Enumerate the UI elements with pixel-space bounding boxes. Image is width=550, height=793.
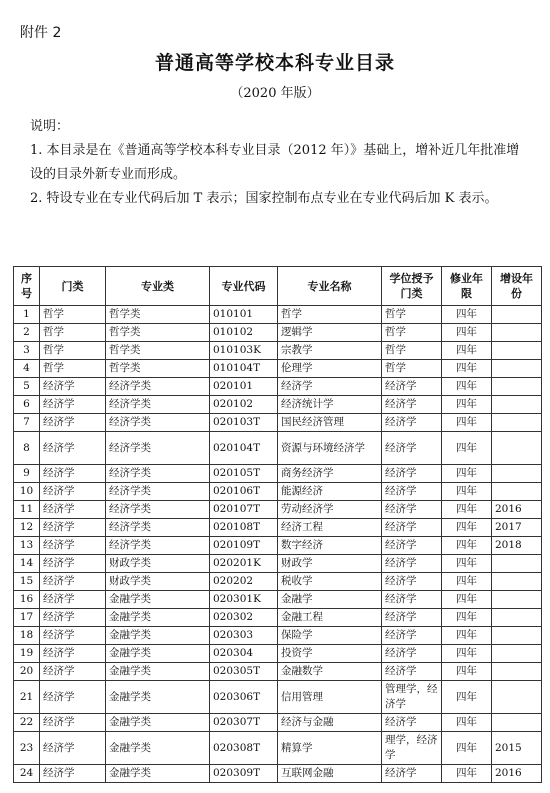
table-row	[14, 714, 542, 732]
cell-degree: 经济学	[382, 483, 442, 501]
cell-duration: 四年	[442, 555, 492, 573]
cell-year-added	[492, 573, 542, 591]
cell-subject-class: 哲学类	[106, 360, 210, 378]
table-row	[14, 519, 542, 537]
cell-category: 哲学	[40, 306, 106, 324]
cell-degree: 经济学	[382, 414, 442, 432]
cell-degree: 哲学	[382, 360, 442, 378]
cell-code: 020103T	[210, 414, 278, 432]
table-row	[14, 306, 542, 324]
cell-major-name: 宗教学	[278, 342, 382, 360]
cell-major-name: 保险学	[278, 627, 382, 645]
table-header-row	[14, 267, 542, 306]
table-row	[14, 681, 542, 714]
cell-code: 020302	[210, 609, 278, 627]
cell-year-added	[492, 360, 542, 378]
cell-index: 7	[14, 414, 40, 432]
cell-index: 17	[14, 609, 40, 627]
cell-subject-class: 哲学类	[106, 342, 210, 360]
cell-subject-class: 哲学类	[106, 306, 210, 324]
cell-code: 020104T	[210, 432, 278, 465]
cell-duration: 四年	[442, 342, 492, 360]
cell-subject-class: 经济学类	[106, 519, 210, 537]
cell-code: 010104T	[210, 360, 278, 378]
cell-year-added	[492, 324, 542, 342]
cell-category: 经济学	[40, 627, 106, 645]
cell-major-name: 金融数学	[278, 663, 382, 681]
notes-heading: 说明：	[30, 119, 70, 134]
cell-year-added: 2018	[492, 537, 542, 555]
col-header-index: 序号	[14, 267, 40, 306]
cell-major-name: 税收学	[278, 573, 382, 591]
cell-category: 经济学	[40, 378, 106, 396]
cell-category: 经济学	[40, 714, 106, 732]
cell-duration: 四年	[442, 378, 492, 396]
cell-year-added	[492, 378, 542, 396]
cell-degree: 经济学	[382, 432, 442, 465]
cell-index: 14	[14, 555, 40, 573]
cell-major-name: 数字经济	[278, 537, 382, 555]
cell-duration: 四年	[442, 714, 492, 732]
table-row	[14, 765, 542, 783]
cell-degree: 哲学	[382, 324, 442, 342]
cell-year-added	[492, 342, 542, 360]
cell-major-name: 经济学	[278, 378, 382, 396]
table-row	[14, 645, 542, 663]
cell-subject-class: 金融学类	[106, 663, 210, 681]
cell-degree: 经济学	[382, 501, 442, 519]
cell-degree: 经济学	[382, 537, 442, 555]
cell-code: 020307T	[210, 714, 278, 732]
cell-index: 2	[14, 324, 40, 342]
cell-subject-class: 金融学类	[106, 645, 210, 663]
table-row	[14, 396, 542, 414]
cell-year-added	[492, 591, 542, 609]
cell-category: 经济学	[40, 537, 106, 555]
col-header-degree: 学位授予门类	[382, 267, 442, 306]
table-row	[14, 627, 542, 645]
cell-category: 经济学	[40, 396, 106, 414]
table-row	[14, 591, 542, 609]
cell-code: 020201K	[210, 555, 278, 573]
cell-code: 020102	[210, 396, 278, 414]
cell-index: 23	[14, 732, 40, 765]
cell-degree: 哲学	[382, 342, 442, 360]
cell-category: 经济学	[40, 609, 106, 627]
cell-degree: 经济学	[382, 663, 442, 681]
cell-degree: 经济学	[382, 714, 442, 732]
table-row	[14, 555, 542, 573]
cell-degree: 经济学	[382, 609, 442, 627]
cell-degree: 哲学	[382, 306, 442, 324]
table-row	[14, 432, 542, 465]
cell-code: 020303	[210, 627, 278, 645]
table-row	[14, 663, 542, 681]
cell-duration: 四年	[442, 645, 492, 663]
cell-major-name: 经济统计学	[278, 396, 382, 414]
cell-duration: 四年	[442, 306, 492, 324]
table-row	[14, 342, 542, 360]
cell-code: 010103K	[210, 342, 278, 360]
cell-index: 12	[14, 519, 40, 537]
cell-major-name: 金融工程	[278, 609, 382, 627]
cell-duration: 四年	[442, 663, 492, 681]
cell-year-added	[492, 609, 542, 627]
cell-index: 18	[14, 627, 40, 645]
cell-duration: 四年	[442, 765, 492, 783]
cell-degree: 经济学	[382, 378, 442, 396]
cell-category: 经济学	[40, 465, 106, 483]
cell-category: 经济学	[40, 645, 106, 663]
cell-subject-class: 金融学类	[106, 591, 210, 609]
col-header-code: 专业代码	[210, 267, 278, 306]
page-title: 普通高等学校本科专业目录	[154, 52, 395, 74]
cell-subject-class: 金融学类	[106, 627, 210, 645]
cell-duration: 四年	[442, 519, 492, 537]
cell-year-added	[492, 414, 542, 432]
cell-code: 020308T	[210, 732, 278, 765]
cell-code: 010101	[210, 306, 278, 324]
cell-major-name: 逻辑学	[278, 324, 382, 342]
cell-subject-class: 经济学类	[106, 432, 210, 465]
cell-subject-class: 经济学类	[106, 537, 210, 555]
cell-subject-class: 金融学类	[106, 765, 210, 783]
cell-index: 3	[14, 342, 40, 360]
table-row	[14, 483, 542, 501]
cell-major-name: 财政学	[278, 555, 382, 573]
cell-category: 经济学	[40, 501, 106, 519]
cell-duration: 四年	[442, 360, 492, 378]
cell-duration: 四年	[442, 432, 492, 465]
cell-category: 经济学	[40, 432, 106, 465]
cell-degree: 经济学	[382, 465, 442, 483]
cell-index: 13	[14, 537, 40, 555]
cell-subject-class: 金融学类	[106, 714, 210, 732]
cell-category: 经济学	[40, 591, 106, 609]
cell-major-name: 金融学	[278, 591, 382, 609]
cell-degree: 经济学	[382, 555, 442, 573]
cell-code: 020309T	[210, 765, 278, 783]
cell-subject-class: 金融学类	[106, 681, 210, 714]
cell-subject-class: 经济学类	[106, 501, 210, 519]
cell-year-added	[492, 627, 542, 645]
table-row	[14, 360, 542, 378]
cell-index: 5	[14, 378, 40, 396]
cell-index: 1	[14, 306, 40, 324]
cell-category: 哲学	[40, 342, 106, 360]
cell-category: 经济学	[40, 663, 106, 681]
cell-index: 22	[14, 714, 40, 732]
table-row	[14, 501, 542, 519]
cell-index: 15	[14, 573, 40, 591]
cell-category: 哲学	[40, 360, 106, 378]
cell-index: 6	[14, 396, 40, 414]
cell-subject-class: 经济学类	[106, 378, 210, 396]
edition-label: （2020 年版）	[230, 86, 320, 101]
cell-category: 经济学	[40, 555, 106, 573]
cell-major-name: 能源经济	[278, 483, 382, 501]
cell-degree: 经济学	[382, 591, 442, 609]
cell-major-name: 劳动经济学	[278, 501, 382, 519]
cell-subject-class: 财政学类	[106, 573, 210, 591]
cell-index: 19	[14, 645, 40, 663]
cell-code: 020101	[210, 378, 278, 396]
cell-subject-class: 哲学类	[106, 324, 210, 342]
cell-subject-class: 经济学类	[106, 414, 210, 432]
table-row	[14, 573, 542, 591]
col-header-duration: 修业年限	[442, 267, 492, 306]
cell-degree: 经济学	[382, 645, 442, 663]
cell-code: 020108T	[210, 519, 278, 537]
cell-year-added	[492, 714, 542, 732]
cell-subject-class: 经济学类	[106, 483, 210, 501]
cell-code: 020306T	[210, 681, 278, 714]
attachment-label: 附件 2	[20, 25, 62, 41]
cell-index: 20	[14, 663, 40, 681]
cell-subject-class: 经济学类	[106, 396, 210, 414]
col-header-category: 门类	[40, 267, 106, 306]
cell-year-added	[492, 681, 542, 714]
cell-category: 经济学	[40, 573, 106, 591]
table-row	[14, 732, 542, 765]
cell-degree: 理学，经济学	[382, 732, 442, 765]
cell-major-name: 国民经济管理	[278, 414, 382, 432]
cell-major-name: 投资学	[278, 645, 382, 663]
cell-year-added: 2015	[492, 732, 542, 765]
cell-major-name: 商务经济学	[278, 465, 382, 483]
cell-subject-class: 经济学类	[106, 465, 210, 483]
cell-duration: 四年	[442, 501, 492, 519]
cell-degree: 经济学	[382, 396, 442, 414]
cell-duration: 四年	[442, 465, 492, 483]
cell-code: 020304	[210, 645, 278, 663]
cell-code: 020107T	[210, 501, 278, 519]
cell-category: 经济学	[40, 483, 106, 501]
cell-year-added: 2017	[492, 519, 542, 537]
cell-duration: 四年	[442, 591, 492, 609]
cell-major-name: 互联网金融	[278, 765, 382, 783]
cell-year-added	[492, 663, 542, 681]
cell-degree: 经济学	[382, 627, 442, 645]
cell-major-name: 哲学	[278, 306, 382, 324]
cell-subject-class: 财政学类	[106, 555, 210, 573]
major-catalog-table	[13, 266, 542, 783]
cell-code: 020106T	[210, 483, 278, 501]
cell-index: 11	[14, 501, 40, 519]
cell-major-name: 伦理学	[278, 360, 382, 378]
cell-code: 020109T	[210, 537, 278, 555]
cell-major-name: 经济与金融	[278, 714, 382, 732]
cell-duration: 四年	[442, 324, 492, 342]
cell-subject-class: 金融学类	[106, 732, 210, 765]
cell-year-added: 2016	[492, 501, 542, 519]
cell-year-added	[492, 396, 542, 414]
table-row	[14, 609, 542, 627]
cell-duration: 四年	[442, 573, 492, 591]
cell-year-added	[492, 483, 542, 501]
cell-major-name: 经济工程	[278, 519, 382, 537]
cell-major-name: 资源与环境经济学	[278, 432, 382, 465]
cell-category: 哲学	[40, 324, 106, 342]
cell-duration: 四年	[442, 681, 492, 714]
cell-index: 24	[14, 765, 40, 783]
cell-category: 经济学	[40, 681, 106, 714]
cell-category: 经济学	[40, 519, 106, 537]
note-item-1: 1. 本目录是在《普通高等学校本科专业目录（2012 年）》基础上，增补近几年批准增设的目录外新专业而形成。	[30, 143, 520, 182]
cell-degree: 经济学	[382, 573, 442, 591]
cell-index: 4	[14, 360, 40, 378]
col-header-subject-class: 专业类	[106, 267, 210, 306]
cell-code: 020301K	[210, 591, 278, 609]
cell-year-added	[492, 555, 542, 573]
cell-duration: 四年	[442, 609, 492, 627]
cell-degree: 管理学，经济学	[382, 681, 442, 714]
cell-duration: 四年	[442, 732, 492, 765]
cell-category: 经济学	[40, 732, 106, 765]
notes-section	[30, 115, 530, 211]
cell-duration: 四年	[442, 396, 492, 414]
cell-index: 8	[14, 432, 40, 465]
cell-code: 020305T	[210, 663, 278, 681]
table-row	[14, 324, 542, 342]
col-header-year-added: 增设年份	[492, 267, 542, 306]
table-body	[14, 306, 542, 783]
cell-category: 经济学	[40, 765, 106, 783]
cell-duration: 四年	[442, 537, 492, 555]
cell-duration: 四年	[442, 414, 492, 432]
col-header-major-name: 专业名称	[278, 267, 382, 306]
cell-duration: 四年	[442, 483, 492, 501]
table-row	[14, 378, 542, 396]
cell-code: 020202	[210, 573, 278, 591]
cell-degree: 经济学	[382, 765, 442, 783]
cell-year-added: 2016	[492, 765, 542, 783]
cell-subject-class: 金融学类	[106, 609, 210, 627]
note-item-2: 2. 特设专业在专业代码后加 T 表示；国家控制布点专业在专业代码后加 K 表示。	[30, 191, 498, 206]
cell-category: 经济学	[40, 414, 106, 432]
cell-major-name: 信用管理	[278, 681, 382, 714]
cell-index: 16	[14, 591, 40, 609]
cell-major-name: 精算学	[278, 732, 382, 765]
table-row	[14, 414, 542, 432]
cell-code: 010102	[210, 324, 278, 342]
table-row	[14, 465, 542, 483]
cell-year-added	[492, 465, 542, 483]
cell-index: 9	[14, 465, 40, 483]
cell-index: 21	[14, 681, 40, 714]
cell-code: 020105T	[210, 465, 278, 483]
cell-index: 10	[14, 483, 40, 501]
table-row	[14, 537, 542, 555]
cell-year-added	[492, 432, 542, 465]
cell-year-added	[492, 645, 542, 663]
cell-year-added	[492, 306, 542, 324]
cell-duration: 四年	[442, 627, 492, 645]
cell-degree: 经济学	[382, 519, 442, 537]
